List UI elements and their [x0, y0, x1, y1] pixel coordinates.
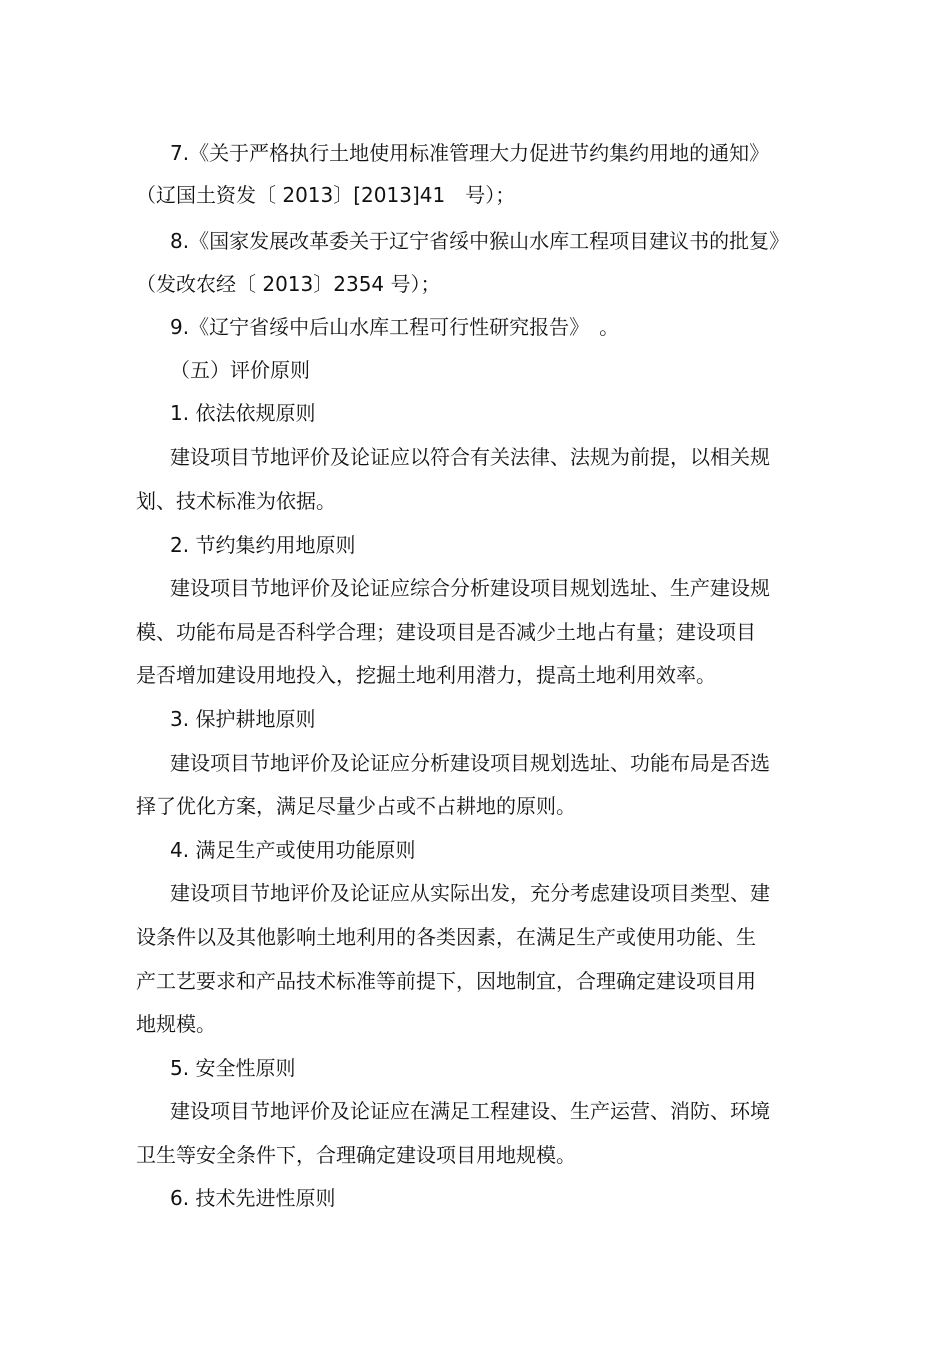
paragraph-2-line-3: 是否增加建设用地投入，挖掘土地利用潜力，提高土地利用效率。 [136, 663, 716, 687]
principle-heading-3: 3. 保护耕地原则 [170, 707, 316, 731]
paragraph-3-line-2: 择了优化方案，满足尽量少占或不占耕地的原则。 [136, 794, 576, 818]
paragraph-1-line-1: 建设项目节地评价及论证应以符合有关法律、法规为前提，以相关规 [170, 445, 770, 469]
principle-heading-4: 4. 满足生产或使用功能原则 [170, 838, 416, 862]
reference-item-8: 8.《国家发展改革委关于辽宁省绥中猴山水库工程项目建议书的批复》 [170, 229, 790, 253]
paragraph-1-line-2: 划、技术标准为依据。 [136, 489, 336, 513]
reference-item-7: 7.《关于严格执行土地使用标准管理大力促进节约集约用地的通知》 [170, 141, 770, 165]
paragraph-3-line-1: 建设项目节地评价及论证应分析建设项目规划选址、功能布局是否选 [170, 751, 770, 775]
principle-heading-1: 1. 依法依规原则 [170, 401, 316, 425]
paragraph-2-line-1: 建设项目节地评价及论证应综合分析建设项目规划选址、生产建设规 [170, 576, 770, 600]
paragraph-4-line-1: 建设项目节地评价及论证应从实际出发，充分考虑建设项目类型、建 [170, 881, 770, 905]
paragraph-2-line-2: 模、功能布局是否科学合理；建设项目是否减少土地占有量；建设项目 [136, 620, 756, 644]
paragraph-5-line-1: 建设项目节地评价及论证应在满足工程建设、生产运营、消防、环境 [170, 1099, 770, 1123]
principle-heading-5: 5. 安全性原则 [170, 1056, 296, 1080]
principle-heading-6: 6. 技术先进性原则 [170, 1186, 336, 1210]
reference-item-8-number: （发改农经〔 2013〕2354 号）； [136, 272, 441, 296]
paragraph-4-line-3: 产工艺要求和产品技术标准等前提下，因地制宜，合理确定建设项目用 [136, 969, 756, 993]
section-heading: （五）评价原则 [170, 358, 310, 382]
paragraph-4-line-4: 地规模。 [136, 1012, 216, 1036]
paragraph-5-line-2: 卫生等安全条件下，合理确定建设项目用地规模。 [136, 1143, 576, 1167]
paragraph-4-line-2: 设条件以及其他影响土地利用的各类因素，在满足生产或使用功能、生 [136, 925, 756, 949]
reference-item-9: 9.《辽宁省绥中后山水库工程可行性研究报告》 。 [170, 315, 620, 339]
principle-heading-2: 2. 节约集约用地原则 [170, 533, 356, 557]
reference-item-7-number: （辽国土资发〔 2013〕[2013]41 号）； [136, 183, 516, 207]
